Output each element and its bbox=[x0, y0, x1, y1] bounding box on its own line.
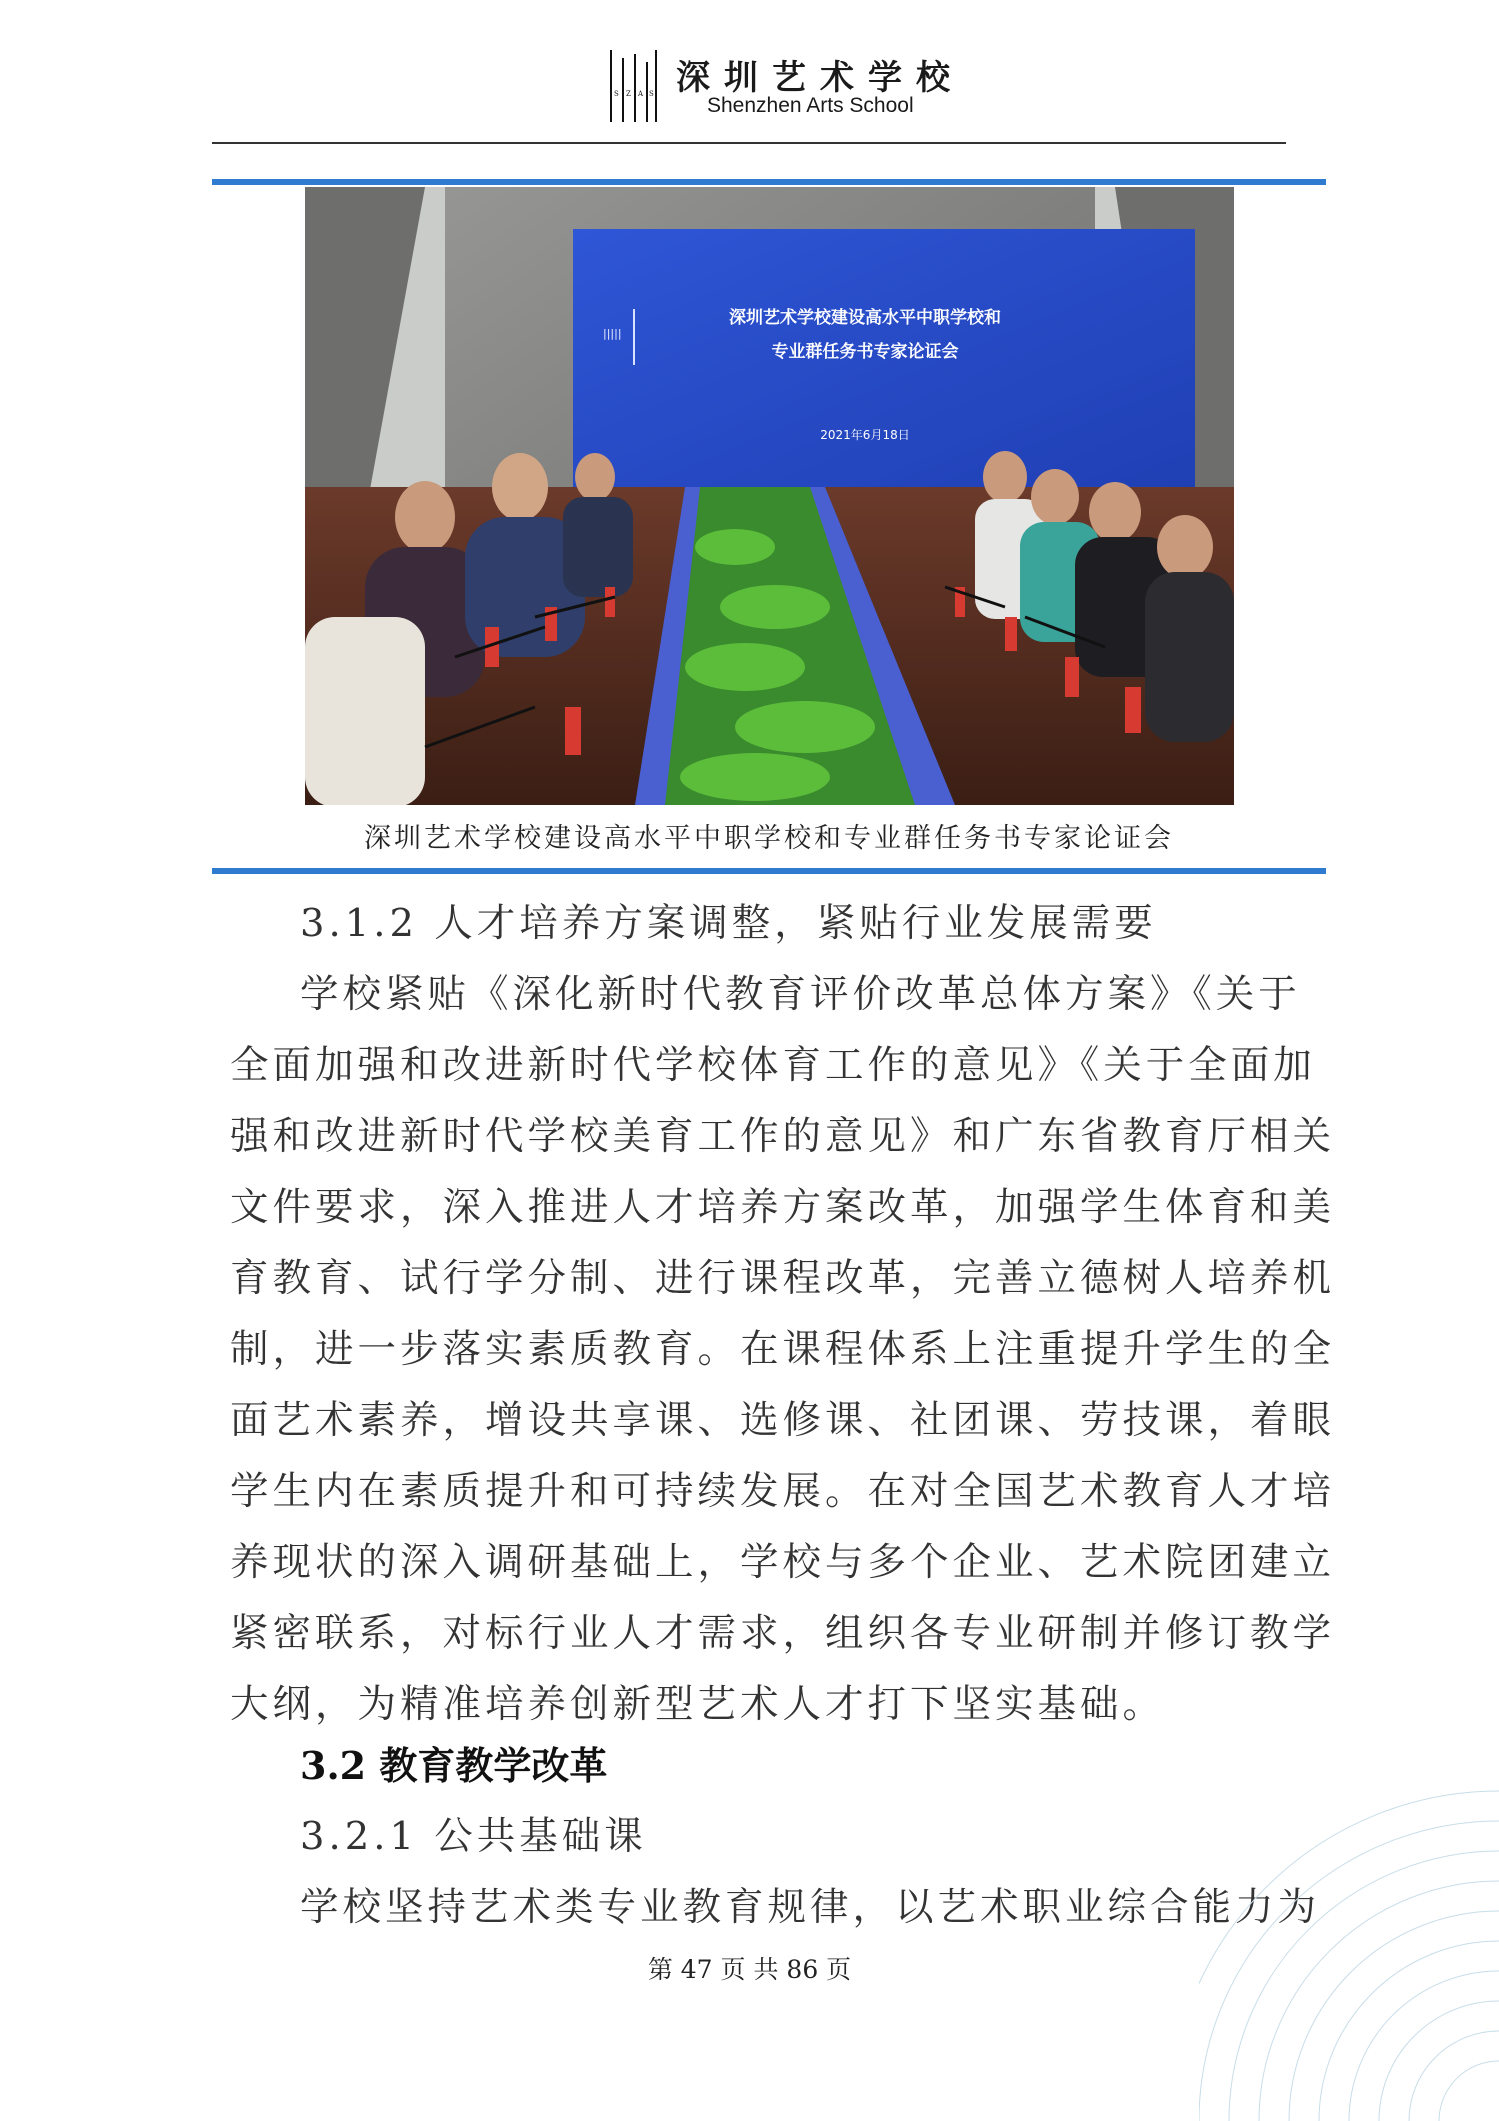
screen-title-line1: 深圳艺术学校建设高水平中职学校和 bbox=[729, 308, 1001, 328]
section-title-3-2: 3.2 教育教学改革 bbox=[300, 1743, 608, 1788]
svg-text:|||||: ||||| bbox=[603, 327, 622, 340]
paragraph-line: 强和改进新时代学校美育工作的意见》和广东省教育厅相关 bbox=[230, 1114, 1336, 1159]
paragraph-line: 全面加强和改进新时代学校体育工作的意见》《关于全面加 bbox=[230, 1043, 1316, 1088]
decorative-circles-icon bbox=[1199, 1671, 1499, 2121]
photo-caption: 深圳艺术学校建设高水平中职学校和专业群任务书专家论证会 bbox=[364, 823, 1174, 854]
photo-top-rule bbox=[212, 179, 1326, 185]
paragraph-line: 学校坚持艺术类专业教育规律，以艺术职业综合能力为 bbox=[300, 1885, 1321, 1930]
screen-title-line2: 专业群任务书专家论证会 bbox=[771, 342, 959, 362]
paragraph-line: 面艺术素养，增设共享课、选修课、社团课、劳技课，着眼 bbox=[230, 1398, 1336, 1443]
school-logo-icon bbox=[608, 50, 658, 122]
photo-bottom-rule bbox=[212, 868, 1326, 874]
school-name-en: Shenzhen Arts School bbox=[707, 94, 914, 117]
svg-text:S: S bbox=[649, 90, 654, 98]
paragraph-line: 制，进一步落实素质教育。在课程体系上注重提升学生的全 bbox=[230, 1327, 1336, 1372]
paragraph-line: 养现状的深入调研基础上，学校与多个企业、艺术院团建立 bbox=[230, 1540, 1336, 1585]
svg-text:S: S bbox=[614, 90, 619, 98]
page-header bbox=[0, 40, 1499, 140]
school-name-cn: 深圳艺术学校 bbox=[676, 58, 964, 98]
svg-text:Z: Z bbox=[626, 90, 631, 98]
paragraph-line: 育教育、试行学分制、进行课程改革，完善立德树人培养机 bbox=[230, 1256, 1336, 1301]
section-heading-3-1-2: 3.1.2 人才培养方案调整，紧贴行业发展需要 bbox=[300, 901, 1157, 946]
meeting-photo bbox=[305, 187, 1234, 805]
svg-text:A: A bbox=[638, 90, 644, 98]
header-divider bbox=[212, 142, 1286, 144]
paragraph-line: 文件要求，深入推进人才培养方案改革，加强学生体育和美 bbox=[230, 1185, 1336, 1230]
page-number: 第 47 页 共 86 页 bbox=[647, 1955, 852, 1984]
screen-date: 2021年6月18日 bbox=[820, 428, 910, 442]
paragraph-line: 学生内在素质提升和可持续发展。在对全国艺术教育人才培 bbox=[230, 1469, 1336, 1514]
paragraph-line: 学校紧贴《深化新时代教育评价改革总体方案》《关于 bbox=[300, 972, 1301, 1017]
section-heading-3-2-1: 3.2.1 公共基础课 bbox=[300, 1814, 647, 1859]
paragraph-line: 大纲，为精准培养创新型艺术人才打下坚实基础。 bbox=[230, 1682, 1166, 1727]
paragraph-line: 紧密联系，对标行业人才需求，组织各专业研制并修订教学 bbox=[230, 1611, 1336, 1656]
